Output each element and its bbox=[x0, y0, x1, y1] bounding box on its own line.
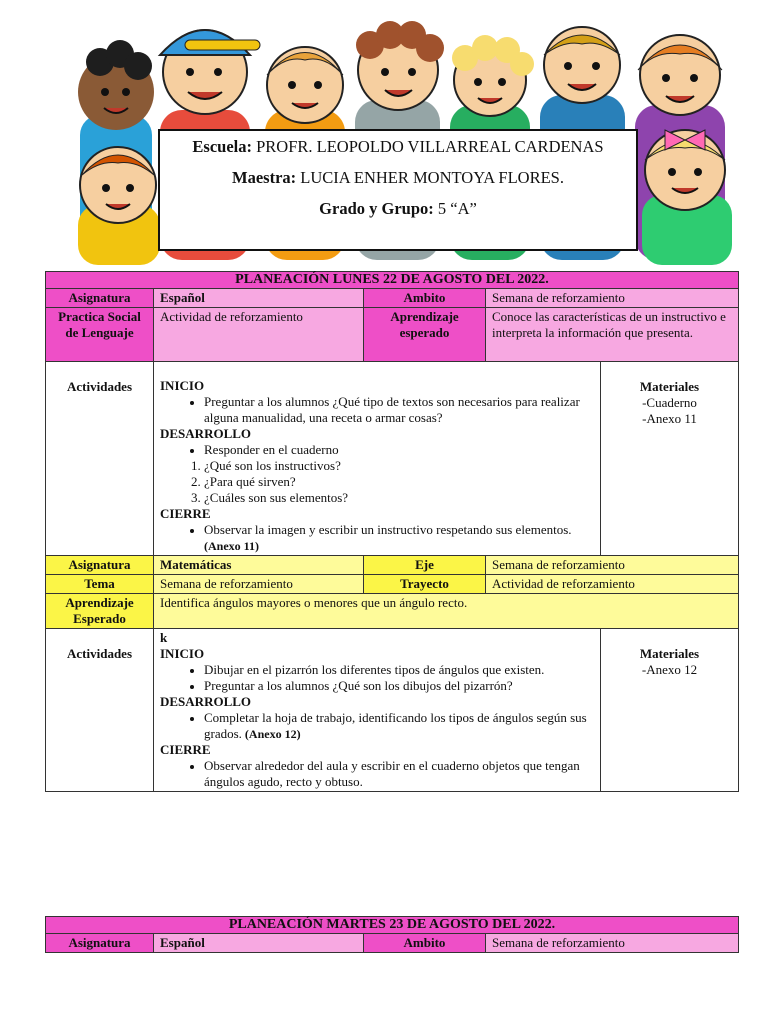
list-item-text: Dibujar en el pizarrón los diferentes tipos de ángulos que existen. bbox=[204, 662, 545, 677]
tema-value: Semana de reforzamiento bbox=[154, 575, 364, 594]
list-item-text: Observar la imagen y escribir un instructivo respetando sus elementos. bbox=[204, 522, 572, 537]
inicio-list bbox=[160, 662, 594, 694]
ambito-label: Ambito bbox=[364, 934, 486, 953]
list-item-text: Preguntar a los alumnos ¿Qué tipo de textos son necesarios para realizar alguna manualidad, una receta o armar cosas? bbox=[204, 394, 580, 425]
actividades-label: Actividades bbox=[46, 362, 154, 556]
inicio-list bbox=[160, 394, 594, 426]
aprendizaje-value: Conoce las características de un instructivo e interpreta la información que presenta. bbox=[486, 308, 739, 362]
group-value: 5 “A” bbox=[437, 199, 477, 218]
list-item: 2. ¿Para qué sirven? bbox=[204, 474, 594, 490]
materiales-label: Materiales bbox=[639, 646, 700, 661]
material-item: -Anexo 12 bbox=[641, 662, 698, 677]
practica-value: Actividad de reforzamiento bbox=[154, 308, 364, 362]
asignatura-label: Asignatura bbox=[46, 556, 154, 575]
material-item: -Cuaderno bbox=[642, 395, 697, 410]
cierre-heading: CIERRE bbox=[160, 506, 211, 521]
list-item bbox=[204, 758, 594, 790]
list-item bbox=[204, 662, 594, 678]
school-label: Escuela: bbox=[192, 137, 252, 156]
anexo-reference: (Anexo 12) bbox=[244, 727, 301, 741]
actividades-content bbox=[154, 629, 601, 792]
list-item bbox=[204, 442, 594, 458]
day1-title: PLANEACIÓN LUNES 22 DE AGOSTO DEL 2022. bbox=[46, 272, 739, 289]
teacher-label: Maestra: bbox=[232, 168, 297, 187]
ambito-value: Semana de reforzamiento bbox=[486, 289, 739, 308]
list-item-text: Completar la hoja de trabajo, identificando los tipos de ángulos según sus grados. bbox=[204, 710, 587, 741]
practica-label: Practica Social de Lenguaje bbox=[46, 308, 154, 362]
school-value: PROFR. LEOPOLDO VILLARREAL CARDENAS bbox=[256, 137, 604, 156]
aprendizaje-value: Identifica ángulos mayores o menores que un ángulo recto. bbox=[154, 594, 739, 629]
inicio-heading: INICIO bbox=[160, 646, 205, 661]
planning-table-tuesday bbox=[45, 916, 739, 953]
group-label: Grado y Grupo: bbox=[319, 199, 434, 218]
teacher-line bbox=[160, 168, 636, 188]
desarrollo-numbered-list bbox=[160, 458, 594, 506]
materiales-cell bbox=[601, 629, 739, 792]
desarrollo-list bbox=[160, 442, 594, 458]
list-item-text: Observar alrededor del aula y escribir en el cuaderno objetos que tengan ángulos agudo, recto y obtuso. bbox=[204, 758, 580, 789]
school-info-box bbox=[158, 129, 638, 251]
desarrollo-heading: DESARROLLO bbox=[160, 694, 252, 709]
tema-label: Tema bbox=[46, 575, 154, 594]
materiales-cell bbox=[601, 362, 739, 556]
ambito-value: Semana de reforzamiento bbox=[486, 934, 739, 953]
day2-title: PLANEACIÓN MARTES 23 DE AGOSTO DEL 2022. bbox=[46, 917, 739, 934]
desarrollo-heading: DESARROLLO bbox=[160, 426, 252, 441]
cierre-list bbox=[160, 522, 594, 554]
aprendizaje-label: Aprendizaje esperado bbox=[364, 308, 486, 362]
list-item bbox=[204, 678, 594, 694]
asignatura-label: Asignatura bbox=[46, 289, 154, 308]
anexo-reference: (Anexo 11) bbox=[204, 539, 259, 553]
list-item bbox=[204, 710, 594, 742]
planning-table-monday bbox=[45, 271, 739, 792]
list-item-text: Responder en el cuaderno bbox=[204, 442, 339, 457]
desarrollo-list bbox=[160, 710, 594, 742]
child-figure bbox=[642, 130, 732, 265]
list-item: 1. ¿Qué son los instructivos? bbox=[204, 458, 594, 474]
stray-text: k bbox=[160, 630, 168, 645]
list-item-text: Preguntar a los alumnos ¿Qué son los dibujos del pizarrón? bbox=[204, 678, 513, 693]
actividades-content bbox=[154, 362, 601, 556]
materiales-label: Materiales bbox=[639, 379, 700, 394]
trayecto-value: Actividad de reforzamiento bbox=[486, 575, 739, 594]
ambito-label: Ambito bbox=[364, 289, 486, 308]
child-figure bbox=[78, 147, 160, 265]
inicio-heading: INICIO bbox=[160, 378, 205, 393]
teacher-value: LUCIA ENHER MONTOYA FLORES. bbox=[300, 168, 564, 187]
list-item bbox=[204, 394, 594, 426]
actividades-label: Actividades bbox=[46, 629, 154, 792]
asignatura-value: Español bbox=[154, 934, 364, 953]
eje-label: Eje bbox=[364, 556, 486, 575]
cierre-list bbox=[160, 758, 594, 790]
cierre-heading: CIERRE bbox=[160, 742, 211, 757]
group-line bbox=[160, 199, 636, 219]
eje-value: Semana de reforzamiento bbox=[486, 556, 739, 575]
list-item: 3. ¿Cuáles son sus elementos? bbox=[204, 490, 594, 506]
material-item: -Anexo 11 bbox=[642, 411, 697, 426]
list-item bbox=[204, 522, 594, 554]
school-line bbox=[160, 137, 636, 157]
asignatura-value: Matemáticas bbox=[154, 556, 364, 575]
aprendizaje-label: Aprendizaje Esperado bbox=[46, 594, 154, 629]
trayecto-label: Trayecto bbox=[364, 575, 486, 594]
asignatura-value: Español bbox=[154, 289, 364, 308]
asignatura-label: Asignatura bbox=[46, 934, 154, 953]
